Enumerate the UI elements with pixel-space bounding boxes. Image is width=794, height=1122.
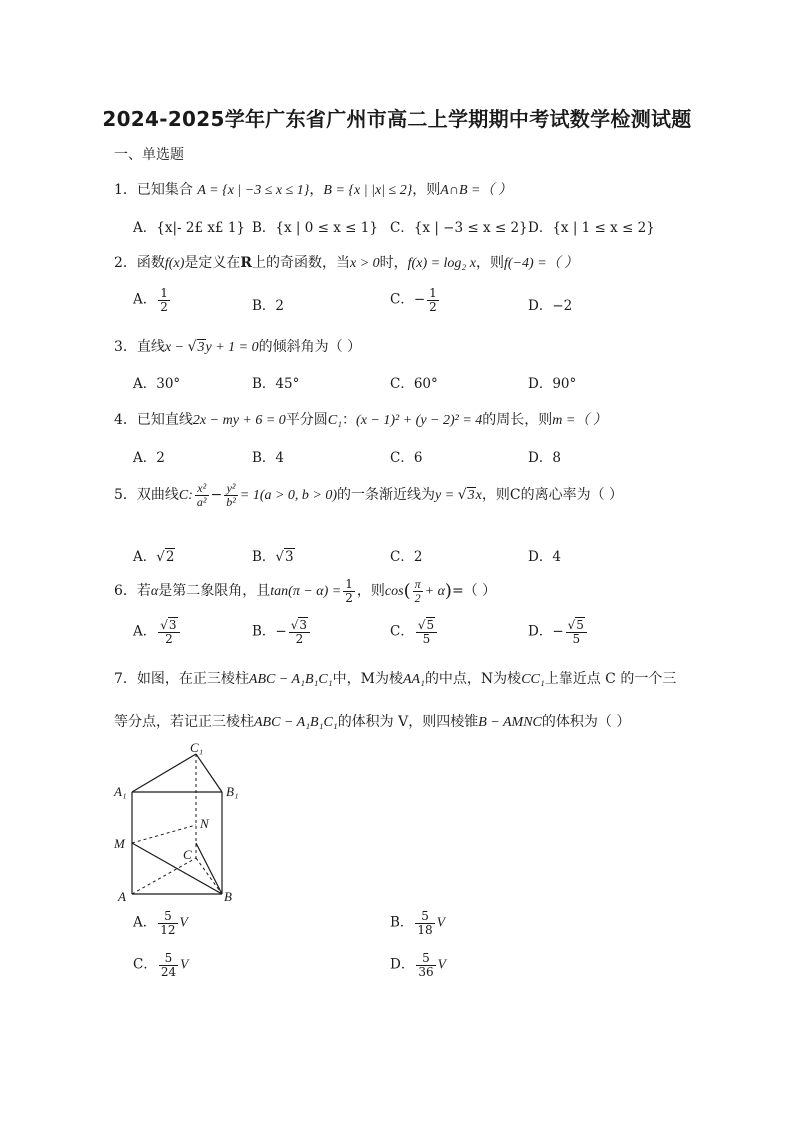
q2-def: f(x) = log₂ x bbox=[407, 256, 477, 271]
q7-opt-label: B． bbox=[390, 914, 414, 931]
q5-opt-a-sqrt: 2 bbox=[165, 549, 175, 565]
q7-pyr: B − AMNC bbox=[478, 715, 542, 730]
q6-opt-c-label: C． bbox=[390, 623, 414, 640]
q7-opt-label: D． bbox=[390, 956, 415, 973]
frac-den: 2 bbox=[158, 632, 179, 646]
q6-option-d[interactable] bbox=[528, 619, 589, 645]
q1-set-a: A = {x | −3 ≤ x ≤ 1} bbox=[197, 183, 310, 198]
q2-cond: x > 0 bbox=[350, 256, 380, 271]
q5-minus: − bbox=[210, 487, 223, 504]
label-n: N bbox=[200, 816, 209, 831]
q6-option-a[interactable] bbox=[133, 619, 182, 645]
edge-m-n-hidden bbox=[132, 825, 196, 843]
q7-l2a: 等分点，若记正三棱柱 bbox=[114, 714, 254, 730]
q5-y-frac bbox=[224, 482, 238, 508]
q7-cc1: CC₁ bbox=[521, 672, 545, 687]
section-heading: 一、单选题 bbox=[114, 147, 184, 163]
q7-opt-label: C． bbox=[133, 956, 157, 973]
frac-num: 5 bbox=[576, 618, 584, 632]
q2-r: R bbox=[240, 255, 252, 271]
label-m: M bbox=[114, 836, 125, 851]
frac-den: 2 bbox=[413, 591, 423, 605]
q5-option-c[interactable]: C．2 bbox=[390, 549, 423, 565]
q3-option-c[interactable]: C．60° bbox=[390, 376, 438, 392]
q7-opt-frac bbox=[415, 910, 434, 936]
question-7-line-2 bbox=[114, 711, 630, 731]
frac-den: 24 bbox=[160, 964, 177, 979]
q7-option-a[interactable] bbox=[133, 910, 188, 936]
q6-tan-frac bbox=[343, 578, 355, 604]
q5-option-a[interactable]: A．√2 bbox=[133, 549, 175, 565]
q2-option-d[interactable]: D．−2 bbox=[528, 298, 573, 314]
q4-option-b[interactable]: B．4 bbox=[252, 450, 285, 466]
q7-option-d[interactable] bbox=[390, 952, 446, 978]
frac-den: 2 bbox=[429, 299, 437, 314]
q7-l1b: 中，M为棱 bbox=[332, 671, 403, 687]
q7-opt-label: A． bbox=[133, 914, 157, 931]
q1-ask: ，则 bbox=[412, 182, 441, 198]
q4-option-a[interactable]: A．2 bbox=[133, 450, 165, 466]
q6-option-c[interactable] bbox=[390, 619, 439, 645]
q2-option-a[interactable] bbox=[133, 287, 172, 313]
q2-opt-c-frac bbox=[427, 287, 439, 313]
frac-num: 5 bbox=[164, 909, 172, 923]
q7-opt-v: V bbox=[436, 914, 445, 930]
q6-opt-b-label: B．− bbox=[252, 623, 287, 640]
q7-l1d: 上靠近点 C 的一个三 bbox=[544, 671, 677, 687]
q7-opt-v: V bbox=[437, 956, 446, 972]
q3-option-b[interactable]: B．45° bbox=[252, 376, 300, 392]
q7-option-c[interactable] bbox=[133, 952, 188, 978]
q1-set-b-pre: B = {x | bbox=[323, 183, 372, 198]
frac-num: 5 bbox=[421, 909, 429, 923]
q3-eq-pre: x − bbox=[164, 340, 188, 355]
label-b: B bbox=[224, 889, 232, 904]
frac-num: y² bbox=[226, 481, 236, 495]
q5-opt-a-label: A． bbox=[133, 549, 157, 565]
q2-opt-a-frac bbox=[158, 287, 170, 313]
q6-option-b[interactable] bbox=[252, 619, 312, 645]
q6-opt-b-frac: $\frac{√3}{2}$ bbox=[289, 619, 310, 645]
q6-mid2: ，则 bbox=[356, 583, 385, 600]
q6-ask: =（ ） bbox=[451, 583, 497, 600]
frac-den: b² bbox=[226, 494, 236, 509]
q5-option-d[interactable]: D．4 bbox=[528, 549, 561, 565]
frac-den: a² bbox=[196, 494, 207, 509]
frac-num: 5 bbox=[422, 951, 430, 965]
q2-opt-c-label: C．− bbox=[390, 291, 426, 308]
question-6: 6．若α是第二象限角，且tan(π − α) = $\frac{1}{2}$ ，则cos( $\frac{\pi}{2}$ + α)=（ ） bbox=[114, 577, 497, 605]
question-1: 1．已知集合 A = {x | −3 ≤ x ≤ 1}，B = {x | |x| ≤ 2}，则A∩B =（ ） bbox=[114, 182, 512, 198]
q1-option-a[interactable]: A．{x|- 2£ x£ 1} bbox=[133, 220, 245, 236]
label-c1: C₁ bbox=[190, 740, 204, 755]
frac-num: 1 bbox=[160, 286, 168, 300]
q7-option-b[interactable] bbox=[390, 910, 445, 936]
q6-alpha: α bbox=[150, 584, 159, 600]
frac-den: 2 bbox=[160, 299, 168, 314]
q2-text: 2．函数 bbox=[114, 255, 165, 271]
q3-option-a[interactable]: A．30° bbox=[133, 376, 181, 392]
q1-text: 1．已知集合 bbox=[114, 182, 193, 198]
frac-num: 5 bbox=[164, 951, 173, 965]
label-a1: A₁ bbox=[114, 784, 127, 799]
q4-circle-name: C₁ bbox=[327, 413, 343, 428]
frac-num: π bbox=[414, 577, 421, 591]
q1-option-c[interactable]: C．{x | −3 ≤ x ≤ 2} bbox=[390, 220, 528, 236]
q5-asym-post: x bbox=[475, 488, 482, 504]
frac-den: 18 bbox=[417, 922, 433, 937]
q7-opt-v: V bbox=[179, 914, 188, 930]
frac-num: x² bbox=[197, 481, 207, 495]
q7-prism2: ABC − A₁B₁C₁ bbox=[254, 715, 338, 730]
q5-mid: 的一条渐近线为 bbox=[337, 487, 436, 504]
q5-ask: ，则C的离心率为（ ） bbox=[481, 487, 624, 504]
q6-cos-frac bbox=[413, 578, 423, 604]
q6-text: 6．若 bbox=[114, 583, 151, 600]
q2-opt-a-label: A． bbox=[133, 291, 157, 308]
q7-opt-frac bbox=[159, 952, 178, 978]
frac-num: 5 bbox=[426, 618, 435, 632]
q2-option-c[interactable] bbox=[390, 287, 441, 313]
q5-opt-b-label: B． bbox=[252, 549, 276, 565]
q2-option-b[interactable]: B．2 bbox=[252, 298, 285, 314]
q5-opt-b-sqrt: 3 bbox=[285, 549, 294, 565]
q7-opt-v: V bbox=[180, 956, 189, 972]
q3-text: 3．直线 bbox=[114, 339, 165, 355]
q6-opt-c-frac: $\frac{√5}{5}$ bbox=[416, 619, 437, 645]
q4-mid: 平分圆 bbox=[285, 412, 328, 428]
frac-den: 2 bbox=[345, 590, 353, 605]
q2-mid4: ，则 bbox=[476, 255, 505, 271]
question-5: 5．双曲线C: $\frac{\text{x²}}{\text{a²}}$ − $\frac{\text{y²}}{\text{b²}}$ = 1(a > 0, b > 0)的一条渐近线为y = √3x，则C的离心率为（ ） bbox=[114, 481, 624, 509]
label-c: C bbox=[183, 847, 192, 862]
edge-a-c-hidden bbox=[132, 858, 196, 894]
frac-num: 1 bbox=[429, 286, 437, 300]
q6-opt-a-label: A． bbox=[133, 623, 157, 640]
q7-opt-frac bbox=[416, 952, 435, 978]
q7-l2b: 的体积为 V，则四棱锥 bbox=[337, 714, 479, 730]
q6-tan: tan(π − α) = bbox=[270, 584, 342, 600]
q4-option-d[interactable]: D．8 bbox=[528, 450, 561, 466]
q3-sqrt: 3 bbox=[197, 340, 205, 355]
frac-num: 1 bbox=[345, 577, 353, 591]
q3-ask: 的倾斜角为（ ） bbox=[258, 339, 362, 355]
q4-option-c[interactable]: C．6 bbox=[390, 450, 423, 466]
edge-c1-b1 bbox=[196, 754, 222, 792]
q5-x-frac bbox=[195, 482, 209, 508]
question-3: 3．直线x − √3y + 1 = 0的倾斜角为（ ） bbox=[114, 339, 362, 355]
q6-cos: cos bbox=[384, 584, 404, 600]
frac-num: 3 bbox=[299, 618, 308, 632]
question-4 bbox=[114, 409, 607, 429]
q4-ask: 的周长，则 bbox=[482, 412, 553, 428]
q4-colon: ： bbox=[342, 412, 357, 428]
prism-figure bbox=[110, 738, 250, 908]
page-title: 2024-2025学年广东省广州市高二上学期期中考试数学检测试题 bbox=[102, 107, 692, 131]
q5-c: C: bbox=[178, 488, 193, 504]
q6-opt-d-frac: $\frac{√5}{5}$ bbox=[566, 619, 587, 645]
question-7-line-1 bbox=[114, 668, 676, 688]
q6-opt-a-frac: $\frac{√3}{2}$ bbox=[158, 619, 179, 645]
edge-a1-c1 bbox=[132, 754, 196, 792]
q7-l2c: 的体积为（ ） bbox=[541, 714, 631, 730]
q2-mid: 是定义在 bbox=[184, 255, 241, 271]
q6-opt-d-label: D．− bbox=[528, 623, 564, 640]
q7-l1a: 7．如图，在正三棱柱 bbox=[114, 671, 249, 687]
q5-option-b[interactable]: B．√3 bbox=[252, 549, 294, 565]
q6-cos-plus: + α bbox=[424, 584, 445, 600]
question-2 bbox=[114, 252, 578, 272]
q5-asym-pre: y = bbox=[435, 488, 458, 504]
q2-f: f(x) bbox=[164, 256, 185, 271]
q4-line: 2x − my + 6 = 0 bbox=[192, 413, 286, 428]
frac-den: 5 bbox=[416, 632, 437, 646]
q7-opt-frac bbox=[158, 910, 177, 936]
q1-ask2: A∩B =（ ） bbox=[440, 183, 512, 198]
frac-num: 3 bbox=[168, 618, 177, 632]
q3-option-d[interactable]: D．90° bbox=[528, 376, 577, 392]
q1-option-d[interactable]: D．{x | 1 ≤ x ≤ 2} bbox=[528, 220, 655, 236]
label-b1: B₁ bbox=[226, 784, 239, 799]
edge-c-b-hidden bbox=[196, 858, 222, 894]
q5-rhs: = 1(a > 0, b > 0) bbox=[239, 488, 338, 504]
q6-mid: 是第二象限角，且 bbox=[158, 583, 271, 600]
q1-set-b-post: |x| ≤ 2} bbox=[371, 183, 413, 198]
q7-l1c: 的中点，N为棱 bbox=[424, 671, 522, 687]
frac-den: 12 bbox=[160, 922, 176, 937]
frac-den: 36 bbox=[418, 964, 434, 979]
q4-ask2: m =（ ） bbox=[552, 413, 607, 428]
q4-circle: (x − 1)² + (y − 2)² = 4 bbox=[356, 413, 483, 428]
q2-ask: f(−4) =（ ） bbox=[504, 256, 579, 271]
q7-aa1: AA₁ bbox=[402, 672, 425, 687]
q5-asym-sqrt: 3 bbox=[467, 488, 475, 504]
frac-den: 2 bbox=[289, 632, 310, 646]
frac-den: 5 bbox=[566, 632, 587, 646]
label-a: A bbox=[118, 889, 126, 904]
q5-text: 5．双曲线 bbox=[114, 487, 179, 504]
q4-text: 4．已知直线 bbox=[114, 412, 193, 428]
q7-prism: ABC − A₁B₁C₁ bbox=[248, 672, 333, 687]
q3-eq-post: y + 1 = 0 bbox=[205, 340, 259, 355]
q2-mid2: 上的奇函数，当 bbox=[252, 255, 350, 271]
q1-option-b[interactable]: B．{x | 0 ≤ x ≤ 1} bbox=[252, 220, 378, 236]
q2-mid3: 时， bbox=[379, 255, 408, 271]
